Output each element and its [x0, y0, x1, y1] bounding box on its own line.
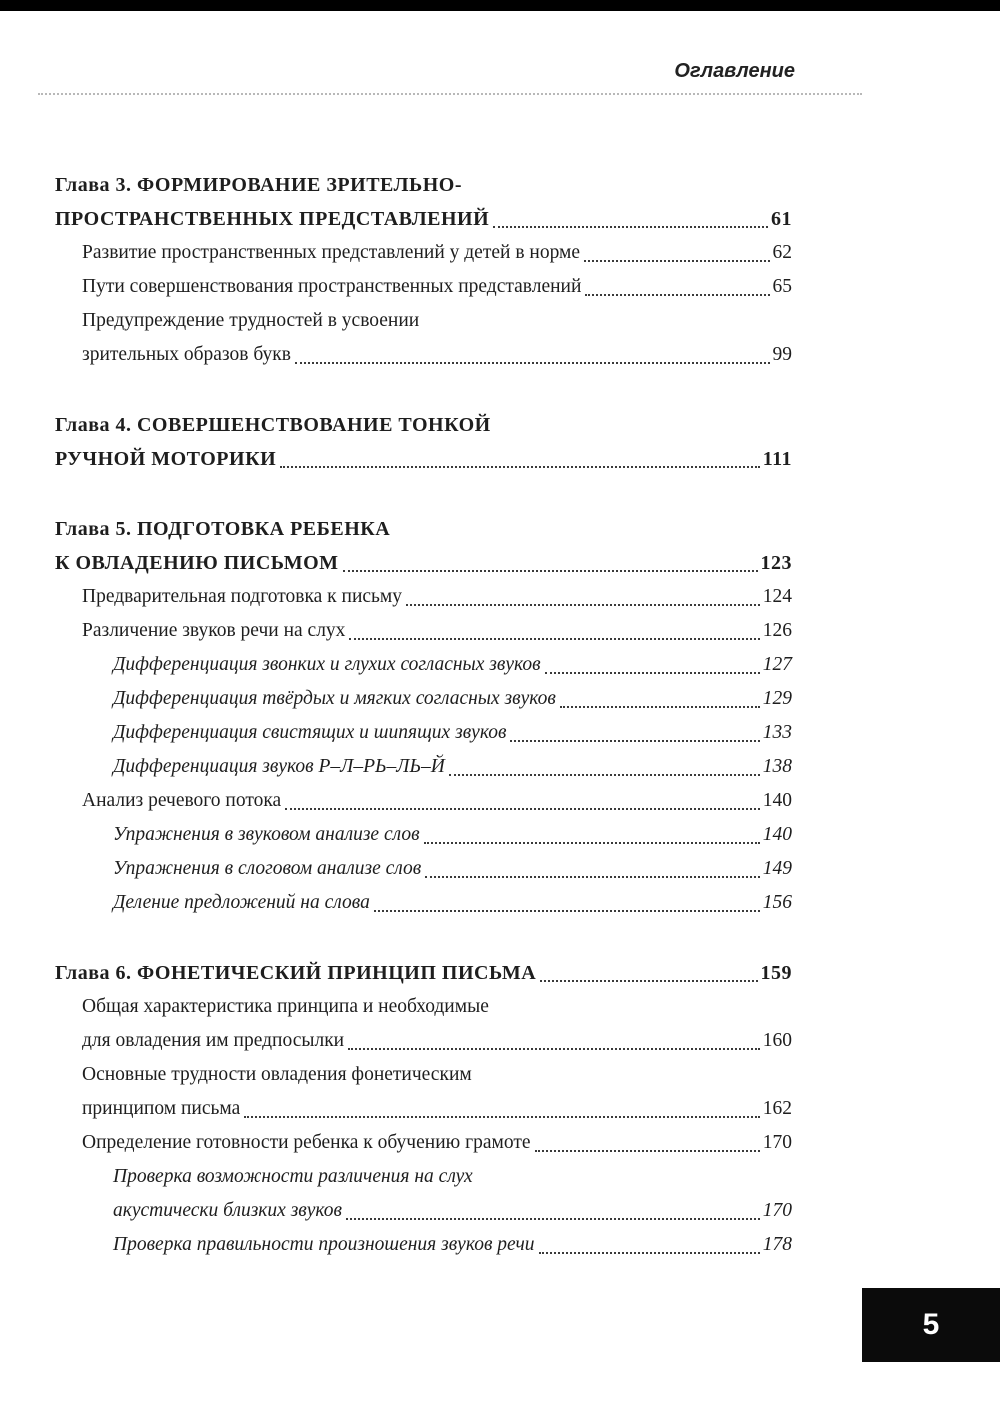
toc-entry-text: Определение готовности ребенка к обучению грамоте — [82, 1132, 531, 1153]
toc-line — [55, 648, 792, 682]
dot-leader — [540, 980, 757, 982]
toc-page-number: 170 — [762, 1132, 792, 1153]
dot-leader — [244, 1116, 760, 1118]
toc-page-number: 162 — [762, 1098, 792, 1119]
toc-line — [55, 442, 792, 476]
page-number: 5 — [922, 1308, 940, 1341]
dot-leader — [424, 842, 760, 844]
toc-page-number: 124 — [762, 586, 792, 607]
toc-line — [55, 990, 792, 1024]
toc-line — [55, 614, 792, 648]
toc-page-number: 140 — [762, 824, 792, 845]
toc-entry-text: акустически близких звуков — [113, 1200, 343, 1221]
toc-line — [55, 716, 792, 750]
toc-entry-text: Глава 4. СОВЕРШЕНСТВОВАНИЕ ТОНКОЙ — [55, 414, 491, 436]
toc-line — [55, 168, 792, 202]
toc-entry-text: принципом письма — [82, 1098, 241, 1119]
dot-leader — [539, 1252, 760, 1254]
toc-entry-text: Глава 3. ФОРМИРОВАНИЕ ЗРИТЕЛЬНО- — [55, 174, 463, 196]
dot-leader — [449, 774, 760, 776]
dot-leader — [280, 466, 760, 468]
toc-entry-text: Дифференциация звуков Р–Л–РЬ–ЛЬ–Й — [113, 756, 445, 777]
toc-line — [55, 408, 792, 442]
page-number-box — [862, 1288, 1000, 1362]
toc-line — [55, 580, 792, 614]
toc-page-number: 178 — [762, 1234, 792, 1255]
toc-line — [55, 546, 792, 580]
toc-page-number: 99 — [772, 344, 792, 365]
toc-entry-text: РУЧНОЙ МОТОРИКИ — [55, 448, 277, 470]
dot-leader — [348, 1048, 760, 1050]
page-header-title: Оглавление — [674, 60, 795, 82]
toc-line — [55, 202, 792, 236]
dot-leader — [425, 876, 760, 878]
toc-entry-text: Анализ речевого потока — [82, 790, 282, 811]
toc-line — [55, 270, 792, 304]
dot-leader — [374, 910, 760, 912]
toc-line — [55, 1024, 792, 1058]
toc-entry-text: Различение звуков речи на слух — [82, 620, 346, 641]
toc-page-number: 170 — [762, 1200, 792, 1221]
toc-page-number: 111 — [762, 448, 792, 470]
toc-line — [55, 818, 792, 852]
dot-leader — [535, 1150, 760, 1152]
toc-entry-text: для овладения им предпосылки — [82, 1030, 345, 1051]
toc-entry-text: ПРОСТРАНСТВЕННЫХ ПРЕДСТАВЛЕНИЙ — [55, 208, 490, 230]
toc-page-number: 156 — [762, 892, 792, 913]
dot-leader — [510, 740, 759, 742]
toc-entry-text: Дифференциация звонких и глухих согласных звуков — [113, 654, 541, 675]
dot-leader — [406, 604, 760, 606]
toc-line — [55, 852, 792, 886]
toc-line — [55, 1058, 792, 1092]
toc-line — [55, 1126, 792, 1160]
toc-line — [55, 956, 792, 990]
toc-entry-text: Дифференциация твёрдых и мягких согласных звуков — [113, 688, 556, 709]
toc-line — [55, 304, 792, 338]
toc-line — [55, 1194, 792, 1228]
toc-page-number: 126 — [762, 620, 792, 641]
toc-line — [55, 236, 792, 270]
dot-leader — [343, 570, 758, 572]
toc-entry-text: Дифференциация свистящих и шипящих звуков — [113, 722, 507, 743]
toc-page-number: 123 — [760, 552, 792, 574]
toc-entry-text: Проверка возможности различения на слух — [113, 1166, 473, 1187]
toc-page-number: 149 — [762, 858, 792, 879]
dot-leader — [560, 706, 760, 708]
toc-page-number: 127 — [762, 654, 792, 675]
dot-leader — [545, 672, 760, 674]
toc-entry-text: Упражнения в звуковом анализе слов — [113, 824, 420, 845]
toc-page-number: 62 — [772, 242, 792, 263]
toc-entry-text: Деление предложений на слова — [113, 892, 370, 913]
dot-leader — [349, 638, 759, 640]
dot-leader — [295, 362, 770, 364]
dot-leader — [584, 260, 769, 262]
toc-line — [55, 1228, 792, 1262]
toc-entry-text: Пути совершенствования пространственных представлений — [82, 276, 582, 297]
toc-line — [55, 784, 792, 818]
toc-line — [55, 682, 792, 716]
toc-entry-text: Глава 6. ФОНЕТИЧЕСКИЙ ПРИНЦИП ПИСЬМА — [55, 962, 537, 984]
toc-line — [55, 1160, 792, 1194]
toc-line — [55, 750, 792, 784]
toc-page-number: 133 — [762, 722, 792, 743]
toc-entry-text: Общая характеристика принципа и необходимые — [82, 996, 489, 1017]
dot-leader — [346, 1218, 760, 1220]
scan-artifact-top-bar — [0, 0, 1000, 11]
toc-line — [55, 1092, 792, 1126]
toc-page-number: 61 — [771, 208, 792, 230]
toc-line — [55, 886, 792, 920]
toc-entry-text: Проверка правильности произношения звуков речи — [113, 1234, 535, 1255]
toc-page-number: 138 — [762, 756, 792, 777]
toc-entry-text: Глава 5. ПОДГОТОВКА РЕБЕНКА — [55, 518, 391, 540]
toc-entry-text: Предварительная подготовка к письму — [82, 586, 403, 607]
toc-entry-text: зрительных образов букв — [82, 344, 291, 365]
dot-leader — [285, 808, 760, 810]
toc-page-number: 65 — [772, 276, 792, 297]
toc-page-number: 129 — [762, 688, 792, 709]
toc-line — [55, 512, 792, 546]
toc-list — [55, 168, 792, 1262]
dot-leader — [493, 226, 768, 228]
dot-leader — [585, 294, 769, 296]
toc-entry-text: Основные трудности овладения фонетическим — [82, 1064, 472, 1085]
toc-line — [55, 338, 792, 372]
toc-page-number: 140 — [762, 790, 792, 811]
toc-entry-text: Развитие пространственных представлений у детей в норме — [82, 242, 581, 263]
toc-entry-text: Предупреждение трудностей в усвоении — [82, 310, 420, 331]
toc-entry-text: К ОВЛАДЕНИЮ ПИСЬМОМ — [55, 552, 339, 574]
toc-entry-text: Упражнения в слоговом анализе слов — [113, 858, 422, 879]
header-dotted-rule — [38, 93, 862, 95]
toc-page-number: 160 — [762, 1030, 792, 1051]
toc-page-number: 159 — [760, 962, 792, 984]
